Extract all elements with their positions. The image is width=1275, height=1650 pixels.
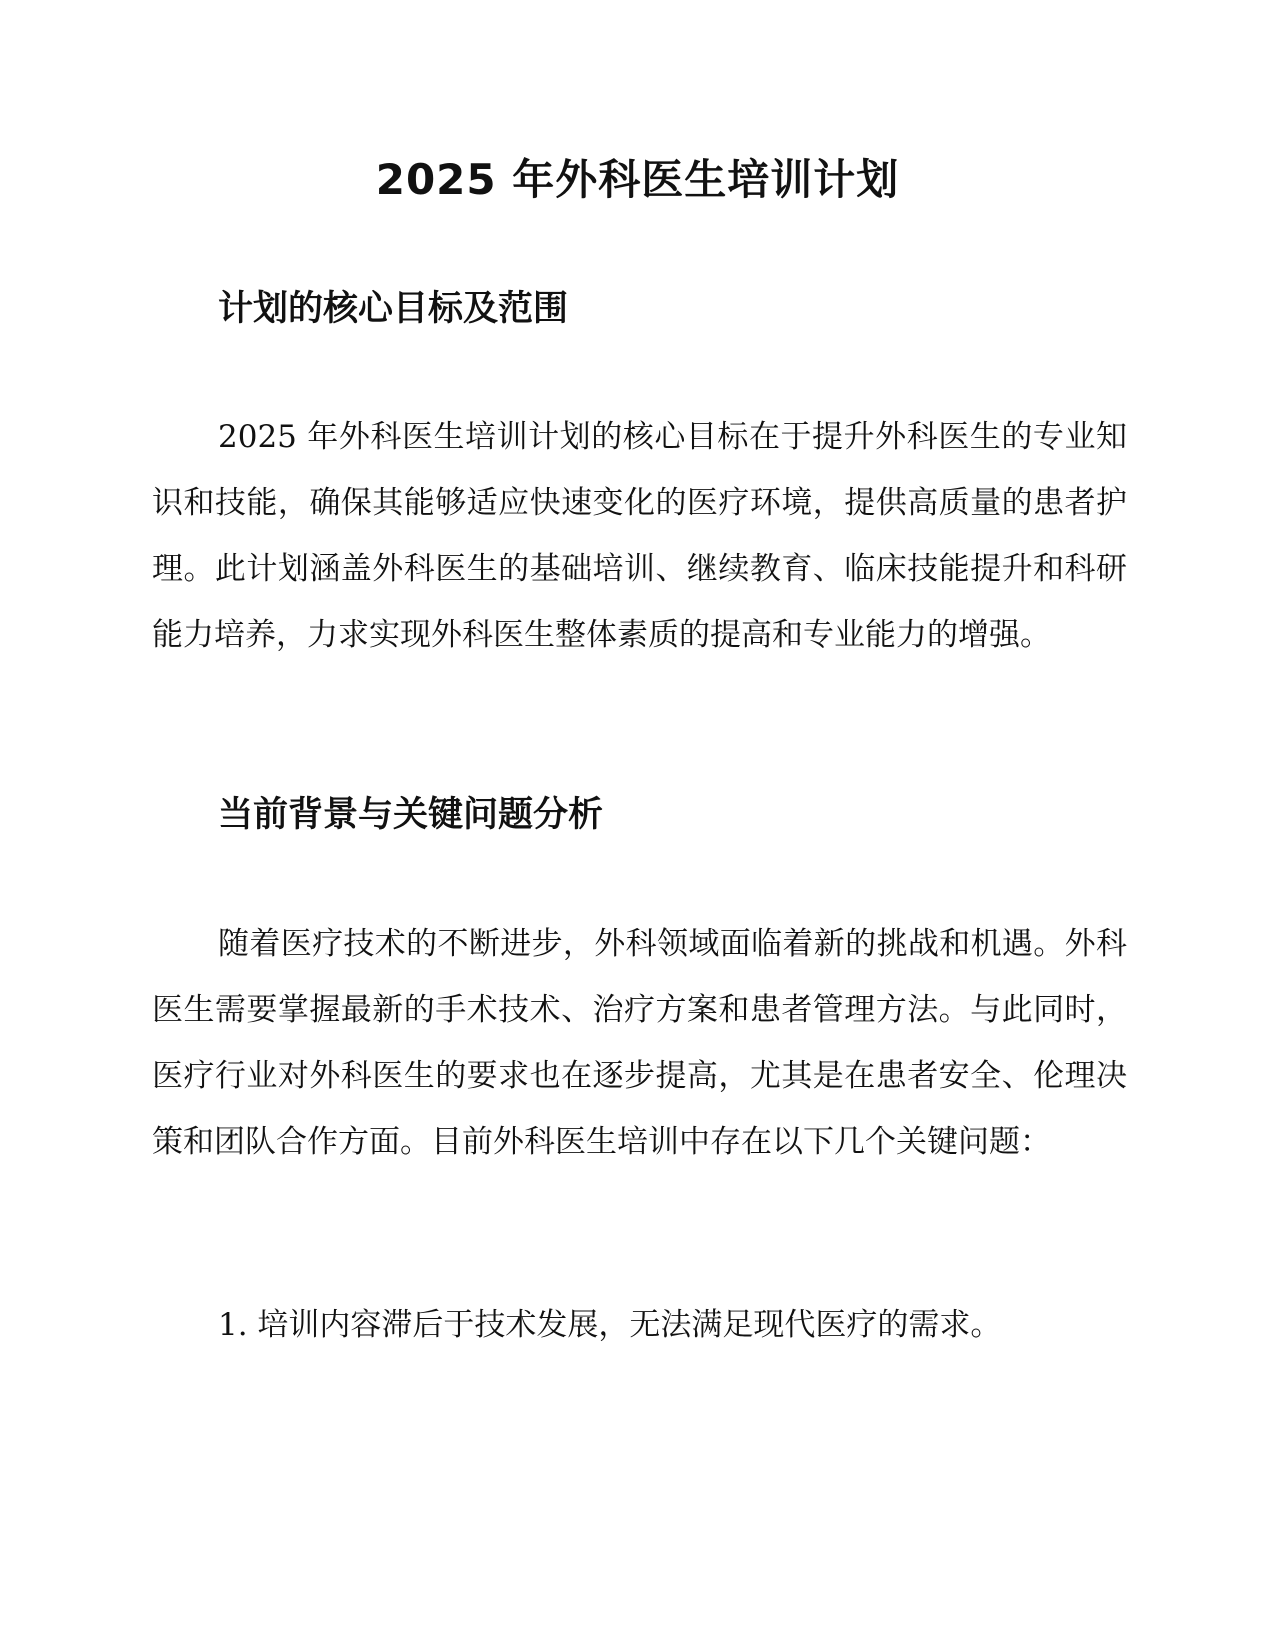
document-title: 2025 年外科医生培训计划 (375, 155, 900, 204)
section-paragraph-background: 随着医疗技术的不断进步，外科领域面临着新的挑战和机遇。外科医生需要掌握最新的手术技术、治疗方案和患者管理方法。与此同时，医疗行业对外科医生的要求也在逐步提高，尤其是在患者安全、伦理决策和团队合作方面。目前外科医生培训中存在以下几个关键问题： (152, 926, 1127, 1160)
section-heading-background: 当前背景与关键问题分析 (218, 795, 604, 835)
section-paragraph-goals: 2025 年外科医生培训计划的核心目标在于提升外科医生的专业知识和技能，确保其能够适应快速变化的医疗环境，提供高质量的患者护理。此计划涵盖外科医生的基础培训、继续教育、临床技能提升和科研能力培养，力求实现外科医生整体素质的提高和专业能力的增强。 (152, 419, 1127, 653)
list-item: 1. 培训内容滞后于技术发展，无法满足现代医疗的需求。 (218, 1307, 1002, 1343)
section-heading-goals: 计划的核心目标及范围 (218, 289, 569, 329)
